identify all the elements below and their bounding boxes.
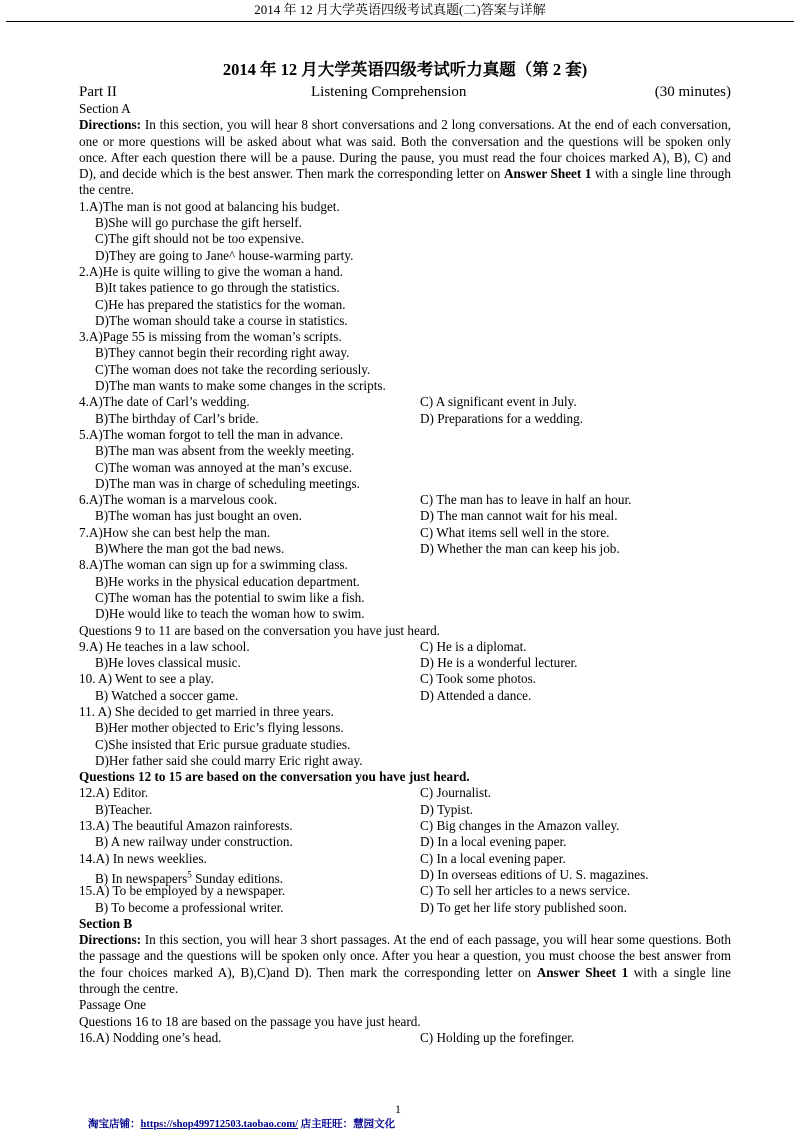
q2-option-d: D)The woman should take a course in statistics. xyxy=(95,312,348,328)
q10-row-1 xyxy=(79,671,731,687)
q1-option-c: C)The gift should not be too expensive. xyxy=(95,231,305,247)
q9-option-b: B)He loves classical music. xyxy=(95,655,241,671)
q9-row-1 xyxy=(79,639,731,655)
q14-option-b-tail: Sunday editions. xyxy=(191,871,284,887)
q15-row-1 xyxy=(79,883,731,899)
q3-option-d: D)The man wants to make some changes in the scripts. xyxy=(95,378,386,394)
q11-option-c: C)She insisted that Eric pursue graduate studies. xyxy=(95,736,351,752)
q13-option-a: 13.A) The beautiful Amazon rainforests. xyxy=(79,818,293,834)
footer xyxy=(88,1116,395,1131)
q14-option-d: D) In overseas editions of U. S. magazines. xyxy=(420,866,649,882)
q6-row-1 xyxy=(79,492,731,508)
q12-row-2 xyxy=(79,802,731,818)
q7-option-a: 7.A)How she can best help the man. xyxy=(79,524,271,540)
q9-option-c: C) He is a diplomat. xyxy=(420,638,527,654)
q15-option-c: C) To sell her articles to a news service. xyxy=(420,883,631,899)
q4-row-1 xyxy=(79,394,731,410)
q5-option-a: 5.A)The woman forgot to tell the man in advance. xyxy=(79,426,344,442)
q9-option-a: 9.A) He teaches in a law school. xyxy=(79,638,250,654)
intro-q12-15: Questions 12 to 15 are based on the conversation you have just heard. xyxy=(79,769,470,785)
directions-a-answer-sheet: Answer Sheet 1 xyxy=(503,166,592,182)
passage-one-heading: Passage One xyxy=(79,997,147,1013)
shop-link[interactable]: https://shop499712503.taobao.com/ xyxy=(140,1119,299,1130)
q6-option-c: C) The man has to leave in half an hour. xyxy=(420,492,632,508)
q10-option-c: C) Took some photos. xyxy=(420,671,537,687)
q16-row-1 xyxy=(79,1030,731,1046)
directions-a-tail: with a single line through the centre. xyxy=(79,166,731,198)
q4-option-d: D) Preparations for a wedding. xyxy=(420,410,583,426)
q5-option-c: C)The woman was annoyed at the man’s excuse. xyxy=(95,459,353,475)
q4-row-2 xyxy=(79,411,731,427)
q11-option-a: 11. A) She decided to get married in three years. xyxy=(79,703,334,719)
directions-b-answer-sheet: Answer Sheet 1 xyxy=(536,964,629,980)
q3-option-a: 3.A)Page 55 is missing from the woman’s scripts. xyxy=(79,329,342,345)
page-number: 1 xyxy=(395,1102,401,1116)
directions-a-text: In this section, you will hear 8 short conversations and 2 long conversations. At the end of each conversation, one or more questions will be asked about what was said. Both the conversation and the questions will be spoken only once. After each question there will be a pause. During the pause, you must read the four choices marked A), B), C) and D), and decide which is the best answer. Then mark the corresponding letter on xyxy=(79,117,731,182)
q2-option-b: B)It takes patience to go through the statistics. xyxy=(95,280,340,296)
q12-option-b: B)Teacher. xyxy=(95,801,153,817)
header-rule xyxy=(6,21,794,22)
q9-option-d: D) He is a wonderful lecturer. xyxy=(420,655,578,671)
q5-option-d: D)The man was in charge of scheduling meetings. xyxy=(95,475,360,491)
directions-b-tail: with a single line through the centre. xyxy=(79,964,731,997)
q10-option-a: 10. A) Went to see a play. xyxy=(79,671,214,687)
q8-option-d: D)He would like to teach the woman how to swim. xyxy=(95,606,365,622)
q6-option-b: B)The woman has just bought an oven. xyxy=(95,508,302,524)
q11-option-d: D)Her father said she could marry Eric right away. xyxy=(95,752,363,768)
q15-row-2 xyxy=(79,900,731,916)
page-title: 2014 年 12 月大学英语四级考试听力真题（第 2 套) xyxy=(222,60,588,79)
q14-option-b-text: B) In newspapers xyxy=(95,871,188,887)
intro-q16-18: Questions 16 to 18 are based on the passage you have just heard. xyxy=(79,1013,421,1029)
q7-row-1 xyxy=(79,525,731,541)
q14-row-2 xyxy=(79,866,731,887)
q14-option-c: C) In a local evening paper. xyxy=(420,850,566,866)
q9-row-2 xyxy=(79,655,731,671)
q13-row-2 xyxy=(79,834,731,850)
q6-option-a: 6.A)The woman is a marvelous cook. xyxy=(79,492,278,508)
q10-row-2 xyxy=(79,688,731,704)
q4-option-a: 4.A)The date of Carl’s wedding. xyxy=(79,394,250,410)
q11-option-b: B)Her mother objected to Eric’s flying lessons. xyxy=(95,720,344,736)
q8-option-a: 8.A)The woman can sign up for a swimming class. xyxy=(79,557,348,573)
q7-option-b: B)Where the man got the bad news. xyxy=(95,541,285,557)
part-heading-row xyxy=(79,84,731,101)
q4-option-b: B)The birthday of Carl’s bride. xyxy=(95,410,259,426)
q12-option-c: C) Journalist. xyxy=(420,785,492,801)
q7-option-d: D) Whether the man can keep his job. xyxy=(420,541,620,557)
q5-option-b: B)The man was absent from the weekly meeting. xyxy=(95,443,355,459)
section-b-heading: Section B xyxy=(79,915,133,931)
q14-row-1 xyxy=(79,851,731,867)
directions-b xyxy=(79,932,731,997)
q13-option-d: D) In a local evening paper. xyxy=(420,834,567,850)
q2-option-c: C)He has prepared the statistics for the woman. xyxy=(95,296,346,312)
q3-option-b: B)They cannot begin their recording right away. xyxy=(95,345,350,361)
running-header: 2014 年 12 月大学英语四级考试真题(二)答案与详解 xyxy=(254,2,546,17)
q14-option-b-superscript: 5 xyxy=(187,869,192,880)
q1-option-a: 1.A)The man is not good at balancing his budget. xyxy=(79,198,340,214)
section-a-heading: Section A xyxy=(79,101,131,116)
part-label: Part II xyxy=(79,84,117,100)
q1-option-d: D)They are going to Jane^ house-warming party. xyxy=(95,247,354,263)
footer-prefix: 淘宝店铺： xyxy=(88,1119,141,1130)
q3-option-c: C)The woman does not take the recording seriously. xyxy=(95,361,371,377)
q13-option-c: C) Big changes in the Amazon valley. xyxy=(420,818,620,834)
part-time: (30 minutes) xyxy=(654,84,731,100)
directions-b-text-1: In this section, you will hear 3 short passages. At the end of each passage, you will hear some questions. Both the passage and the questions will be spoken only once. After you hear a question, you must choose the best answer from the four choices marked A), B),C)and D) xyxy=(79,932,731,980)
q6-row-2 xyxy=(79,508,731,524)
directions-b-text-2: . Then mark the corresponding letter on xyxy=(308,964,537,980)
footer-suffix: 店主旺旺：慧园文化 xyxy=(298,1119,396,1130)
q16-option-a: 16.A) Nodding one’s head. xyxy=(79,1029,222,1045)
q15-option-b: B) To become a professional writer. xyxy=(95,899,284,915)
directions-a xyxy=(79,117,731,198)
q7-option-c: C) What items sell well in the store. xyxy=(420,524,610,540)
document-body xyxy=(79,60,731,1046)
q6-option-d: D) The man cannot wait for his meal. xyxy=(420,508,618,524)
q15-option-d: D) To get her life story published soon. xyxy=(420,899,627,915)
q2-option-a: 2.A)He is quite willing to give the woman a hand. xyxy=(79,263,344,279)
q10-option-d: D) Attended a dance. xyxy=(420,687,532,703)
q12-option-d: D) Typist. xyxy=(420,801,474,817)
q14-option-a: 14.A) In news weeklies. xyxy=(79,850,207,866)
directions-b-label: Directions: xyxy=(79,932,142,948)
intro-q9-11: Questions 9 to 11 are based on the conversation you have just heard. xyxy=(79,622,440,638)
q4-option-c: C) A significant event in July. xyxy=(420,394,577,410)
q16-option-c: C) Holding up the forefinger. xyxy=(420,1029,575,1045)
q7-row-2 xyxy=(79,541,731,557)
q8-option-c: C)The woman has the potential to swim like a fish. xyxy=(95,589,365,605)
q8-option-b: B)He works in the physical education department. xyxy=(95,573,360,589)
part-name: Listening Comprehension xyxy=(311,84,467,100)
q15-option-a: 15.A) To be employed by a newspaper. xyxy=(79,883,286,899)
q13-option-b: B) A new railway under construction. xyxy=(95,834,293,850)
q10-option-b: B) Watched a soccer game. xyxy=(95,687,239,703)
directions-a-label: Directions: xyxy=(79,117,142,133)
q13-row-1 xyxy=(79,818,731,834)
q12-row-1 xyxy=(79,785,731,801)
q12-option-a: 12.A) Editor. xyxy=(79,785,149,801)
q1-option-b: B)She will go purchase the gift herself. xyxy=(95,215,302,231)
